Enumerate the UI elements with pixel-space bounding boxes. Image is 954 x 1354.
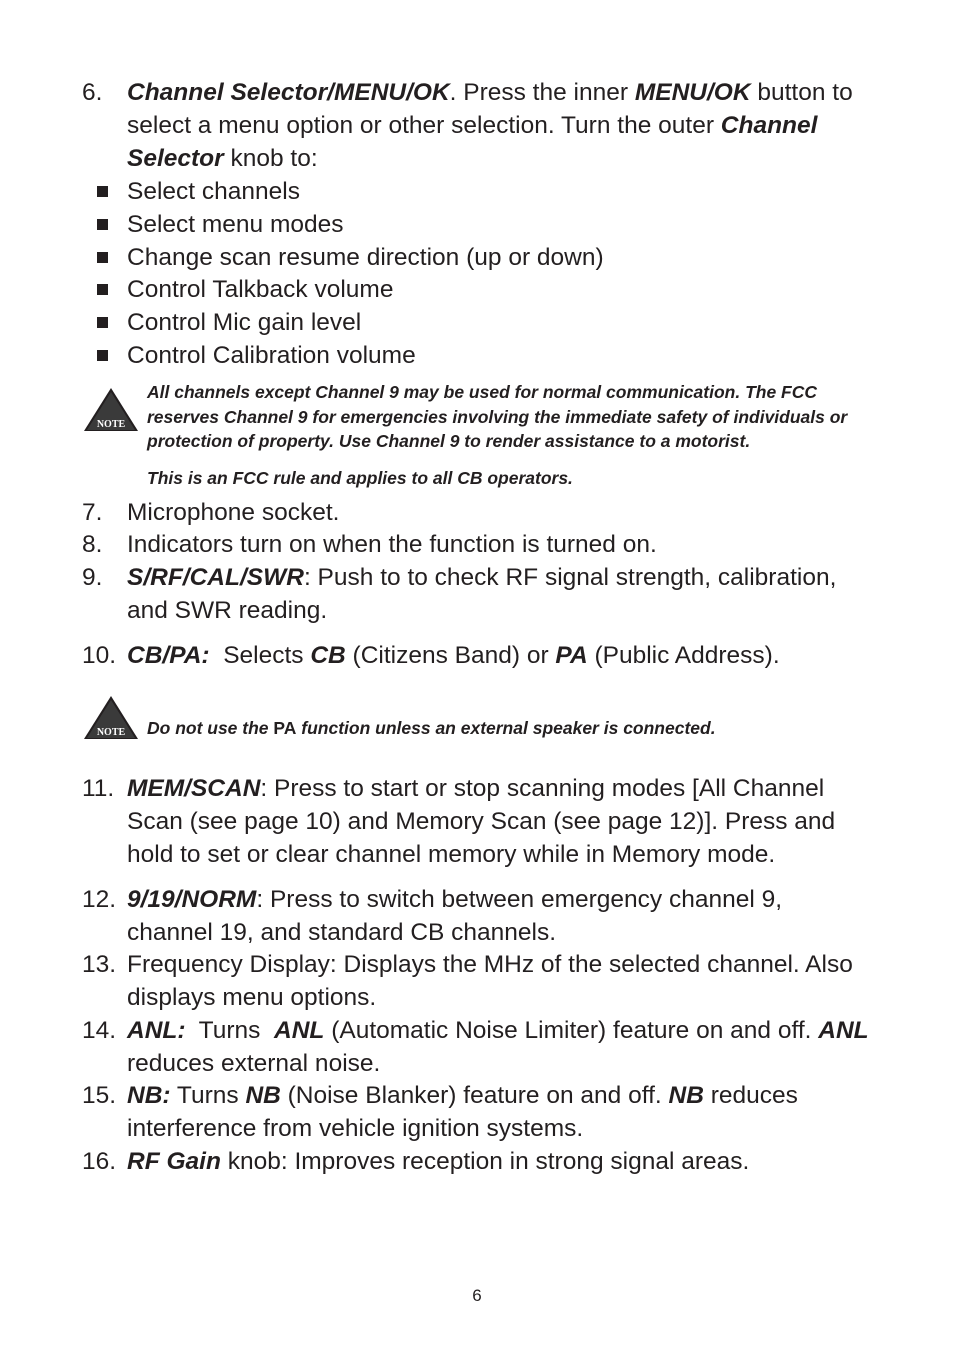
item-term: CB/PA: (127, 642, 210, 669)
item-term: CB (310, 642, 346, 669)
item-term: 9/19/NORM (127, 886, 257, 913)
note-text: All channels except Channel 9 may be used for normal communication. The FCC reserves Channel 9 for emergencies involving the immediate safety of individuals or protection of property. Use Channel 9 to render assistance to a motorist. (147, 382, 848, 451)
item-term: MEM/SCAN (127, 775, 261, 802)
item-text: Channel Selector/MENU/OK. Press the inner MENU/OK button to select a menu option or other selection. Turn the outer Channel Selector knob to: (127, 79, 853, 172)
item-term: ANL: (127, 1017, 186, 1044)
manual-page: 6. Channel Selector/MENU/OK. Press the inner MENU/OK button to select a menu option or other selection. Turn the outer Channel Selector knob to: Select channels Select menu modes Change scan resume direction (up or down) Control Talkback volume Control Mic gain level Control Calibration volume NOTE All channels except Channel 9 may be used for normal communication. The FCC reserves Channel 9 for emergencies involving the immediate safety of individuals or protection of property. Use Channel 9 to render assistance to a motorist. This is an FCC rule and applies to all CB operators. 7. Microphone socket. 8. Indicators turn on when the function is turned on. 9. S/RF/CAL/SWR: Push to to check RF signal strength, calibration, and SWR reading. 10. CB/PA: Selects CB (Citizens Band) or PA (Public Address). NOTE Do not use the PA function unless an external speaker is connected. 11. MEM/SCAN: Press to start or stop scanning modes [All Channel Scan (see page 10) and Memory Scan (see page 12)]. Press and hold to set or clear channel memory while in Memory mode. 12. 9/19/NORM: Press to switch between emergency channel 9, channel 19, and standard CB channels. 13. Frequency Display: Displays the MHz of the selected channel. Also displays menu options. 14. ANL: Turns ANL (Automatic Noise Limiter) feature on and off. ANL reduces external noise. 15. NB: Turns NB (Noise Blanker) feature on and off. NB reduces interference from vehicle ignition systems. 16. RF Gain knob: Improves reception in strong signal areas. 6 (0, 0, 954, 1354)
note-text-rule: This is an FCC rule and applies to all CB operators. (147, 468, 573, 488)
item-number: 6. (82, 79, 103, 106)
item-term: NB (668, 1082, 704, 1109)
item-term: Channel Selector/MENU/OK (127, 79, 450, 106)
bullet-square-icon (97, 186, 108, 197)
item-term: Channel Selector (127, 112, 818, 172)
bullet-square-icon (97, 219, 108, 230)
item-term: PA (555, 642, 588, 669)
svg-text:NOTE: NOTE (96, 419, 126, 430)
bullet-square-icon (97, 317, 108, 328)
item-term: ANL (274, 1017, 325, 1044)
note-warning-icon (82, 386, 140, 432)
bullet-square-icon (97, 350, 108, 361)
item-term: NB (245, 1082, 281, 1109)
svg-text:NOTE: NOTE (96, 727, 126, 738)
item-term: MENU/OK (634, 79, 751, 106)
note-text: Do not use the PA function unless an external speaker is connected. (147, 718, 716, 738)
bullet-square-icon (97, 252, 108, 263)
bullet-square-icon (97, 284, 108, 295)
note-warning-icon (82, 694, 140, 740)
page-number: 6 (472, 1286, 482, 1305)
item-term: RF Gain (127, 1148, 221, 1175)
item-term: NB: (127, 1082, 171, 1109)
item-term: ANL (818, 1017, 869, 1044)
item-term: S/RF/CAL/SWR (127, 564, 304, 591)
